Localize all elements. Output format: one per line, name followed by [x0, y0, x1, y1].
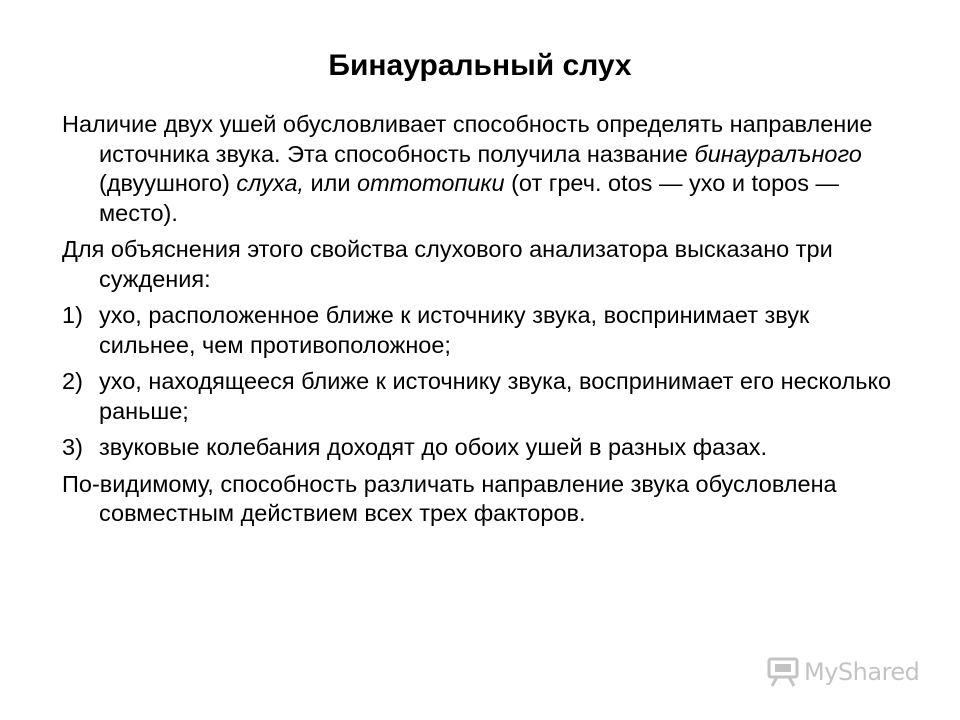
paragraph-intro-text-2: (двуушного) [99, 170, 237, 196]
presentation-board-icon [766, 657, 800, 687]
list-item [62, 367, 912, 426]
paragraph-intro [62, 110, 912, 228]
term-binaural: бинауралъного [694, 140, 862, 167]
list-item-text: ухо, расположенное ближе к источнику звука, воспринимает звук сильнее, чем противоположное; [99, 302, 810, 358]
paragraph-explanation: Для объяснения этого свойства слухового анализатора высказано три суждения: [62, 236, 833, 292]
list-item [62, 433, 912, 463]
paragraph-conclusion: По-видимому, способность различать направление звука обусловлена совместным действием всех трех факторов. [62, 470, 837, 526]
list-item-text: ухо, находящееся ближе к источнику звука, воспринимает его несколько раньше; [99, 368, 892, 424]
list-item-number: 3) [62, 434, 83, 460]
list-item-text: звуковые колебания доходят до обоих ушей в разных фазах. [99, 434, 768, 460]
paragraph-intro-text-4: (от греч. otos — ухо и topos — место). [99, 170, 839, 226]
slide-body [62, 110, 912, 536]
list-item-number: 1) [62, 302, 83, 328]
list-item-number: 2) [62, 368, 83, 394]
list-item [62, 301, 912, 360]
paragraph-intro-text-3: или [303, 170, 357, 196]
term-ottotopics: оттотопики [357, 170, 505, 196]
term-hearing: слуха, [236, 170, 304, 196]
watermark[interactable] [766, 656, 919, 688]
paragraph-intro-text-1: Наличие двух ушей обусловливает способность определять направление источника звука. Эта способность получила название [62, 111, 873, 167]
watermark-text: MyShared [804, 658, 920, 686]
page-title: Бинауральный слух [328, 49, 632, 82]
